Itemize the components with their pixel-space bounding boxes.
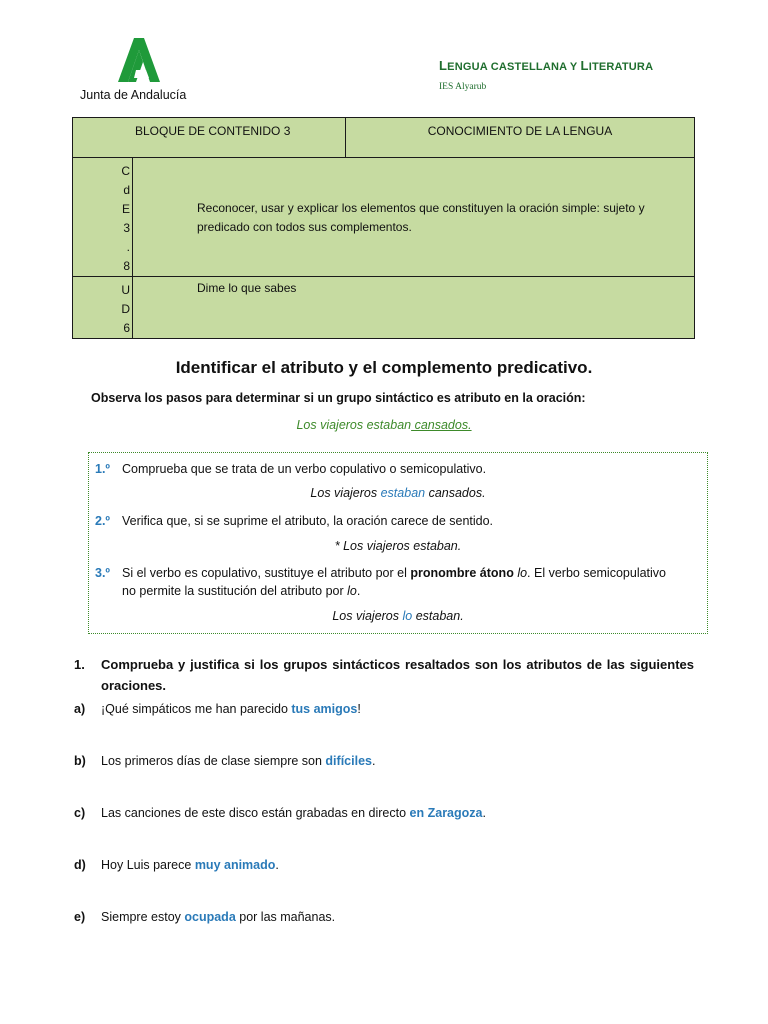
table-row (73, 158, 695, 277)
block-label-cell: BLOQUE DE CONTENIDO 3 (73, 118, 346, 158)
unit-text-cell: Dime lo que sabes (133, 277, 695, 339)
table-row (73, 277, 695, 339)
step-2-example: * Los viajeros estaban. (334, 539, 462, 553)
unit-code-cell: U D 6 (73, 277, 133, 339)
exercise-item-a: a) ¡Qué simpáticos me han parecido tus amigos! (74, 702, 361, 716)
step-3: 3.º Si el verbo es copulativo, sustituye el atributo por el pronombre átono lo. El verbo semicopulativo no permite la sustitución del atributo por lo. (95, 566, 666, 598)
content-table (72, 117, 695, 339)
step-2: 2.º Verifica que, si se suprime el atributo, la oración carece de sentido. (95, 514, 494, 528)
school-name: IES Alyarub (439, 82, 487, 92)
criterion-text-cell: Reconocer, usar y explicar los elementos que constituyen la oración simple: sujeto y predicado con todos sus complementos. (133, 158, 695, 277)
exercise-item-c: c) Las canciones de este disco están grabadas en directo en Zaragoza. (74, 806, 486, 820)
exercise-item-e: e) Siempre estoy ocupada por las mañanas. (74, 910, 336, 924)
junta-logo (80, 36, 200, 102)
exercise-prompt: 1. Comprueba y justifica si los grupos sintácticos resaltados son los atributos de las siguientes oraciones. (74, 657, 694, 693)
page-title: Identificar el atributo y el complemento predicativo. (175, 358, 593, 377)
subject-title: LENGUA CASTELLANA Y LITERATURA (439, 58, 654, 73)
table-row (73, 118, 695, 158)
step-1-example: Los viajeros estaban cansados. (310, 486, 486, 500)
junta-de-andalucia-logo-icon (110, 36, 166, 84)
logo-text: Junta de Andalucía (80, 88, 187, 102)
steps-box (88, 452, 708, 634)
example-sentence: Los viajeros estaban cansados. (296, 418, 472, 432)
exercise-item-d: d) Hoy Luis parece muy animado. (74, 858, 279, 872)
exercise-item-b: b) Los primeros días de clase siempre son difíciles. (74, 754, 376, 768)
criterion-code-cell: C d E 3 . 8 (73, 158, 133, 277)
step-1: 1.º Comprueba que se trata de un verbo copulativo o semicopulativo. (95, 462, 487, 476)
step-3-example: Los viajeros lo estaban. (332, 609, 464, 623)
intro-text: Observa los pasos para determinar si un grupo sintáctico es atributo en la oración: (91, 391, 586, 405)
block-title-cell: CONOCIMIENTO DE LA LENGUA (345, 118, 694, 158)
